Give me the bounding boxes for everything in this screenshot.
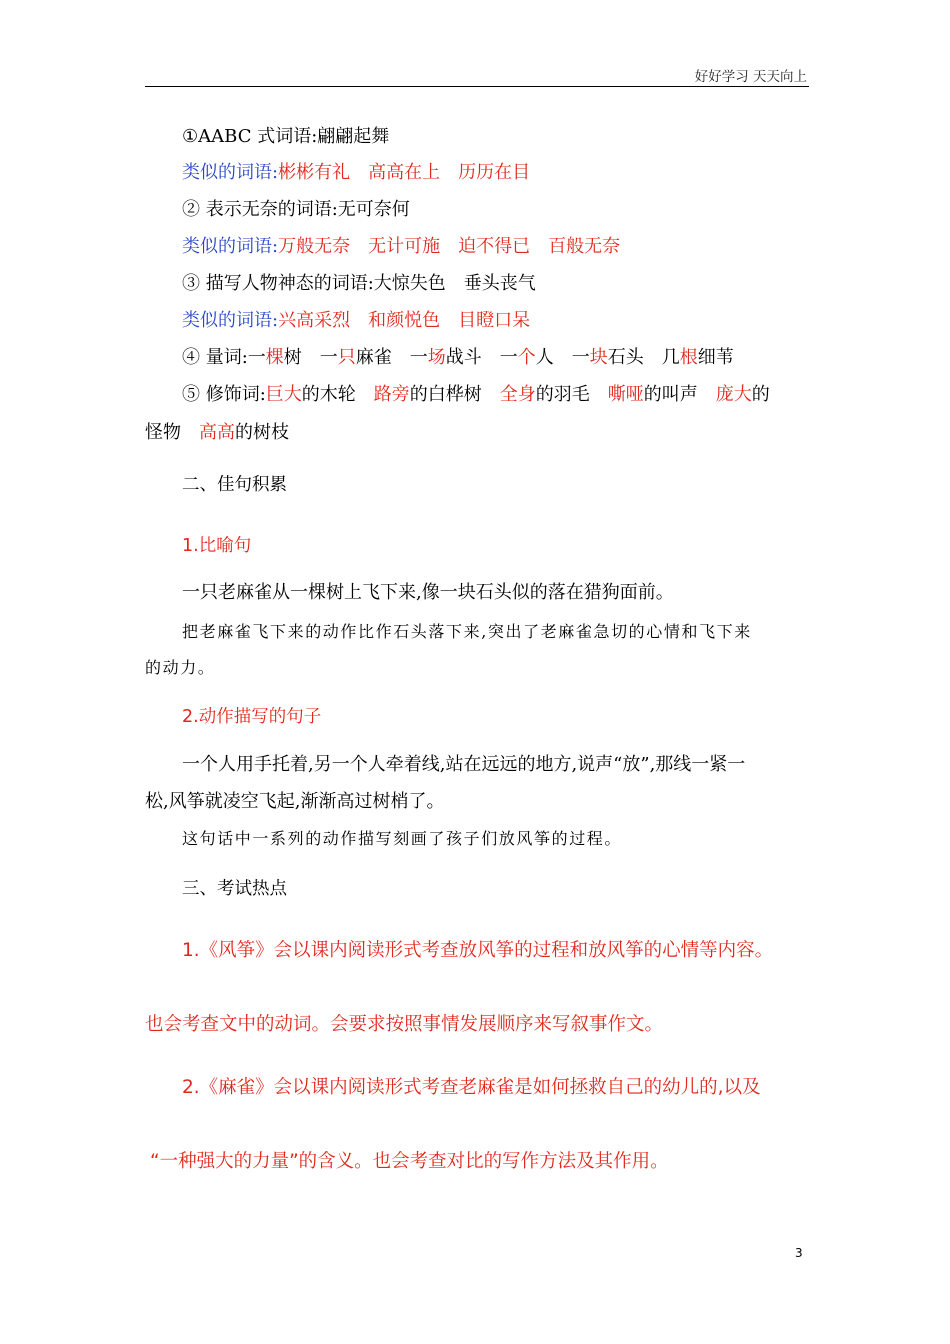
- modifier-word: 高高: [199, 422, 235, 443]
- similar-word: 历历在目: [458, 162, 531, 183]
- word-line-similar-3: [182, 309, 530, 333]
- word-line-aabc: [182, 125, 389, 149]
- exam-point-1: 1.《风筝》会以课内阅读形式考查放风筝的过程和放风筝的心情等内容。: [182, 940, 774, 961]
- simile-sentence: 一只老麻雀从一棵树上飞下来,像一块石头似的落在猎狗面前。: [182, 582, 674, 603]
- modifier-word: 全身: [499, 384, 536, 405]
- word-line-modifiers-cont: 怪物 高高的树枝: [145, 422, 289, 443]
- similar-word: 目瞪口呆: [458, 310, 531, 331]
- exam-point-2-cont: “一种强大的力量”的含义。也会考查对比的写作方法及其作用。: [150, 1151, 669, 1172]
- measure-prefix: ④ 量词:: [182, 347, 248, 368]
- measure-word: 根: [679, 347, 698, 368]
- measure-word: 棵: [265, 347, 284, 368]
- simile-note: 把老麻雀飞下来的动作比作石头落下来,突出了老麻雀急切的心情和飞下来: [182, 622, 752, 641]
- page-header: [145, 63, 809, 87]
- expression-word: 垂头丧气: [463, 273, 536, 294]
- similar-word: 高高在上: [368, 162, 441, 183]
- action-sentence: 一个人用手托着,另一个人牵着线,站在远远的地方,说声“放”,那线一紧一: [182, 754, 746, 775]
- word-line-expression: [182, 272, 536, 296]
- action-sentence-cont: 松,风筝就凌空飞起,渐渐高过树梢了。: [145, 791, 445, 812]
- page-number: 3: [795, 1246, 803, 1260]
- modifier-word: 巨大: [265, 384, 302, 405]
- measure-word: 块: [589, 347, 608, 368]
- aabc-label: ①AABC 式词语:翩翩起舞: [182, 126, 390, 147]
- similar-prefix: 类似的词语:: [182, 310, 279, 331]
- expression-label: ③ 描写人物神态的词语:大惊失色: [182, 273, 446, 294]
- word-line-modifiers: ⑤ 修饰词:巨大的木轮 路旁的白桦树 全身的羽毛 嘶哑的叫声 庞大的: [182, 384, 770, 405]
- measure-word: 只: [337, 347, 356, 368]
- similar-word: 无计可施: [368, 236, 441, 257]
- helpless-label: ② 表示无奈的词语:无可奈何: [182, 199, 410, 220]
- subsection-title-action: 2.动作描写的句子: [182, 707, 322, 727]
- modifier-prefix: ⑤ 修饰词:: [182, 384, 266, 405]
- subsection-title-simile: 1.比喻句: [182, 536, 252, 556]
- similar-word: 和颜悦色: [368, 310, 441, 331]
- similar-prefix: 类似的词语:: [182, 236, 279, 257]
- section-title-sentences: 二、佳句积累: [182, 475, 287, 495]
- word-line-similar-1: [182, 161, 530, 185]
- similar-word: 兴高采烈: [278, 310, 351, 331]
- similar-word: 迫不得已: [458, 236, 531, 257]
- simile-note-cont: 的动力。: [145, 658, 216, 677]
- similar-prefix: 类似的词语:: [182, 162, 279, 183]
- modifier-word: 嘶哑: [607, 384, 644, 405]
- measure-word: 个: [517, 347, 536, 368]
- word-line-helpless: [182, 198, 410, 222]
- exam-point-1-cont: 也会考查文中的动词。会要求按照事情发展顺序来写叙事作文。: [145, 1014, 664, 1035]
- modifier-word: 路旁: [373, 384, 410, 405]
- exam-point-2: 2.《麻雀》会以课内阅读形式考查老麻雀是如何拯救自己的幼儿的,以及: [182, 1077, 761, 1098]
- similar-word: 彬彬有礼: [278, 162, 351, 183]
- section-title-exam: 三、考试热点: [182, 879, 287, 899]
- modifier-word: 庞大: [715, 384, 752, 405]
- word-line-similar-2: [182, 235, 620, 259]
- measure-word: 场: [427, 347, 446, 368]
- action-note: 这句话中一系列的动作描写刻画了孩子们放风筝的过程。: [182, 829, 623, 848]
- header-text: 好好学习 天天向上: [694, 69, 807, 85]
- word-line-measure: ④ 量词:一棵树 一只麻雀 一场战斗 一个人 一块石头 几根细苇: [182, 347, 734, 368]
- similar-word: 万般无奈: [278, 236, 351, 257]
- similar-word: 百般无奈: [548, 236, 621, 257]
